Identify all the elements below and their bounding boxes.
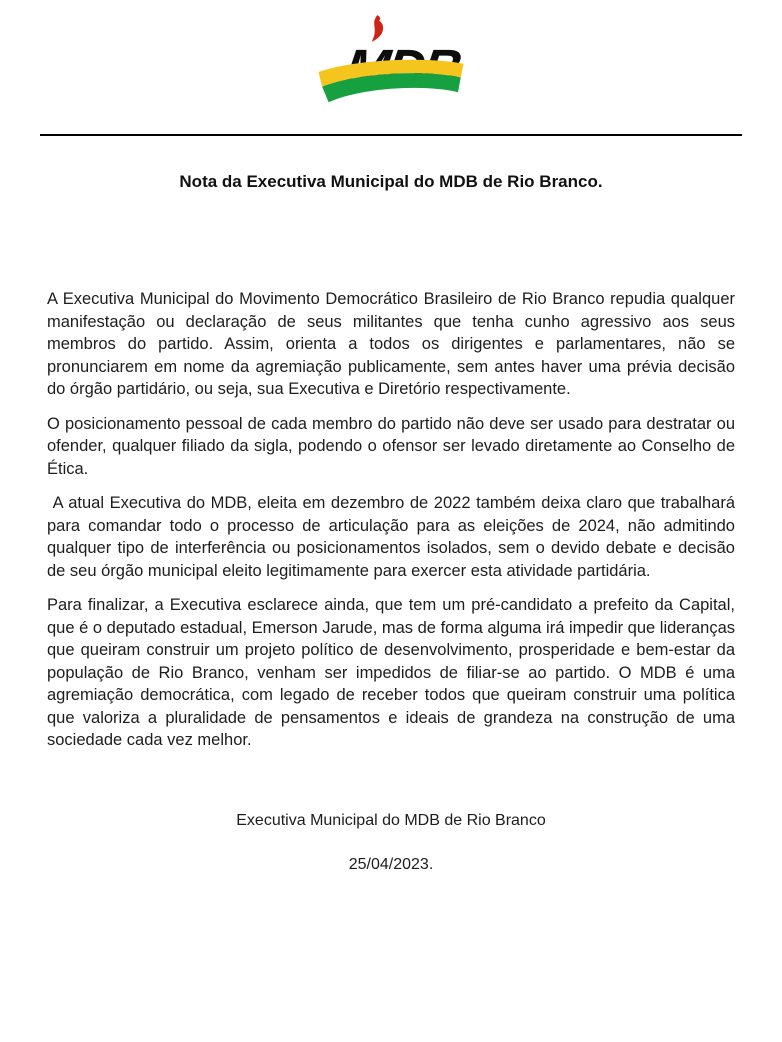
flame-icon (372, 15, 383, 42)
paragraph-1: A Executiva Municipal do Movimento Democrático Brasileiro de Rio Branco repudia qualquer manifestação ou declaração de seus militantes que tenha cunho agressivo aos seus membros do partido. Assim, orienta a todos os dirigentes e parlamentares, não se pronunciarem em nome da agremiação publicamente, sem antes haver uma prévia decisão do órgão partidário, ou seja, sua Executiva e Diretório respectivamente. (47, 290, 740, 398)
mdb-logo-graphic (313, 12, 469, 110)
divider (40, 134, 742, 136)
paragraph-4: Para finalizar, a Executiva esclarece ainda, que tem um pré-candidato a prefeito da Capital, que é o deputado estadual, Emerson Jarude, mas de forma alguma irá impedir que lideranças que queiram construir um projeto político de desenvolvimento, prosperidade e bem-estar da população de Rio Branco, venham ser impedidos de filiar-se ao partido. O MDB é uma agremiação democrática, com legado de receber todos que queiram construir uma política que valoriza a pluralidade de pensamentos e ideais de grandeza na construção de uma sociedade cada vez melhor. (47, 596, 740, 749)
footer-date: 25/04/2023. (348, 855, 434, 873)
mdb-logo (0, 0, 782, 110)
document-footer (0, 812, 782, 874)
paragraph-2: O posicionamento pessoal de cada membro do partido não deve ser usado para destratar ou ofender, qualquer filiado da sigla, podendo o ofensor ser levado diretamente ao Conselho de Ética. (47, 414, 740, 478)
page-title: Nota da Executiva Municipal do MDB de Rio Branco. (179, 172, 603, 191)
document-body (47, 288, 740, 752)
footer-signature: Executiva Municipal do MDB de Rio Branco (236, 811, 546, 829)
paragraph-3: A atual Executiva do MDB, eleita em dezembro de 2022 também deixa claro que trabalhará para comandar todo o processo de articulação para as eleições de 2024, não admitindo qualquer tipo de interferência ou posicionamentos isolados, sem o devido debate e decisão de seu órgão municipal eleito legitimamente para exercer esta atividade partidária. (47, 494, 740, 580)
